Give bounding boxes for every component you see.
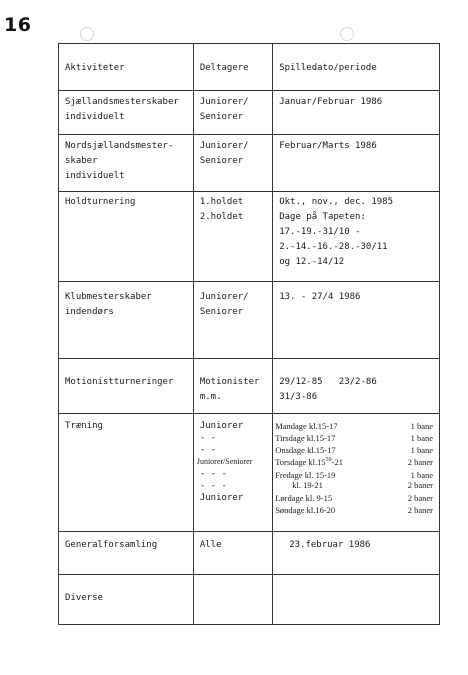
training-who: - - - xyxy=(199,481,227,491)
table-row xyxy=(59,91,440,135)
activity-text: Diverse xyxy=(65,593,103,603)
table-header-row xyxy=(59,44,440,91)
participants-text: m.m. xyxy=(199,392,222,402)
activity-table xyxy=(58,43,440,625)
activity-text: Træning xyxy=(65,421,103,431)
training-courts: 2 baner xyxy=(407,480,433,490)
activity-text: individuelt xyxy=(65,171,125,181)
training-schedule-line xyxy=(275,420,439,432)
training-schedule-line xyxy=(275,470,439,480)
training-who: - - - xyxy=(199,469,227,479)
participants-text: Juniorer/ xyxy=(199,141,249,151)
table-row xyxy=(59,359,440,414)
date-text: 31/3-86 xyxy=(279,392,318,402)
page-number: 16 xyxy=(4,14,32,36)
training-day: Søndage kl.16-20 xyxy=(275,505,336,515)
date-text: og 12.-14/12 xyxy=(279,257,345,267)
participants-text: Seniorer xyxy=(199,307,244,317)
training-courts: 1 bane xyxy=(410,445,433,455)
activity-text: Nordsjællandsmester- xyxy=(65,141,174,151)
date-text: Okt., nov., dec. 1985 xyxy=(279,197,393,207)
training-schedule-line xyxy=(275,480,439,490)
date-text: 23.februar 1986 xyxy=(289,540,371,550)
header-dates: Spilledato/periode xyxy=(273,44,440,91)
activity-text: Generalforsamling xyxy=(65,540,158,550)
training-schedule-line xyxy=(275,432,439,444)
training-who: Juniorer/Seniorer xyxy=(196,457,253,466)
training-day: Onsdage kl.15-17 xyxy=(275,445,336,455)
date-text: Januar/Februar 1986 xyxy=(279,97,383,107)
training-day-prefix: Torsdage kl.15 xyxy=(275,457,326,467)
participants-text: 1.holdet xyxy=(199,197,244,207)
training-schedule-line xyxy=(275,456,439,468)
training-courts: 2 baner xyxy=(407,493,433,503)
training-courts: 2 baner xyxy=(407,505,433,515)
training-who: Juniorer xyxy=(199,421,244,431)
activity-text: individuelt xyxy=(65,112,125,122)
training-schedule-line xyxy=(275,492,439,504)
table-row xyxy=(59,135,440,192)
training-day xyxy=(275,456,343,468)
training-who: Juniorer xyxy=(199,493,244,503)
training-day-suffix: -21 xyxy=(331,457,343,467)
training-courts: 1 bane xyxy=(410,421,433,431)
training-courts: 1 bane xyxy=(410,433,433,443)
table-row xyxy=(59,282,440,359)
participants-text: Alle xyxy=(199,540,222,550)
table-row xyxy=(59,532,440,575)
training-day: Fredage kl. 15-19 xyxy=(275,470,336,480)
training-courts: 2 baner xyxy=(407,457,433,467)
training-who: - - xyxy=(199,445,217,455)
table-row xyxy=(59,575,440,625)
table-row xyxy=(59,192,440,282)
activity-text: indendørs xyxy=(65,307,114,317)
participants-text: Seniorer xyxy=(199,112,244,122)
date-text: 17.-19.-31/10 - xyxy=(279,227,361,237)
punch-hole-right xyxy=(340,27,354,41)
training-day: Tirsdage kl.15-17 xyxy=(275,433,336,443)
date-text: 29/12-85 23/2-86 xyxy=(279,377,377,387)
activity-text: Motionistturneringer xyxy=(65,377,174,387)
activity-text: Holdturnering xyxy=(65,197,136,207)
training-schedule-line xyxy=(275,504,439,516)
header-participants: Deltagere xyxy=(193,44,272,91)
participants-text: Juniorer/ xyxy=(199,97,249,107)
training-day: kl. 19-21 xyxy=(275,480,323,490)
training-schedule-line xyxy=(275,444,439,456)
date-text: Februar/Marts 1986 xyxy=(279,141,377,151)
date-text: 2.-14.-16.-28.-30/11 xyxy=(279,242,388,252)
training-day: Mandage kl.15-17 xyxy=(275,421,338,431)
date-text: 13. - 27/4 1986 xyxy=(279,292,361,302)
table-row-training xyxy=(59,414,440,532)
training-who: - - xyxy=(199,433,217,443)
activity-text: Sjællandsmesterskaber xyxy=(65,97,179,107)
training-day-sup: 30 xyxy=(325,457,332,464)
training-courts: 1 bane xyxy=(410,470,433,480)
participants-text: Juniorer/ xyxy=(199,292,249,302)
activity-text: skaber xyxy=(65,156,98,166)
date-text: Dage på Tapeten: xyxy=(279,212,366,222)
header-activities: Aktiviteter xyxy=(59,44,194,91)
participants-text: 2.holdet xyxy=(199,212,244,222)
participants-text: Seniorer xyxy=(199,156,244,166)
punch-hole-left xyxy=(80,27,94,41)
participants-text: Motionister xyxy=(199,377,260,387)
training-day: Lørdage kl. 9-15 xyxy=(275,493,333,503)
activity-text: Klubmesterskaber xyxy=(65,292,152,302)
